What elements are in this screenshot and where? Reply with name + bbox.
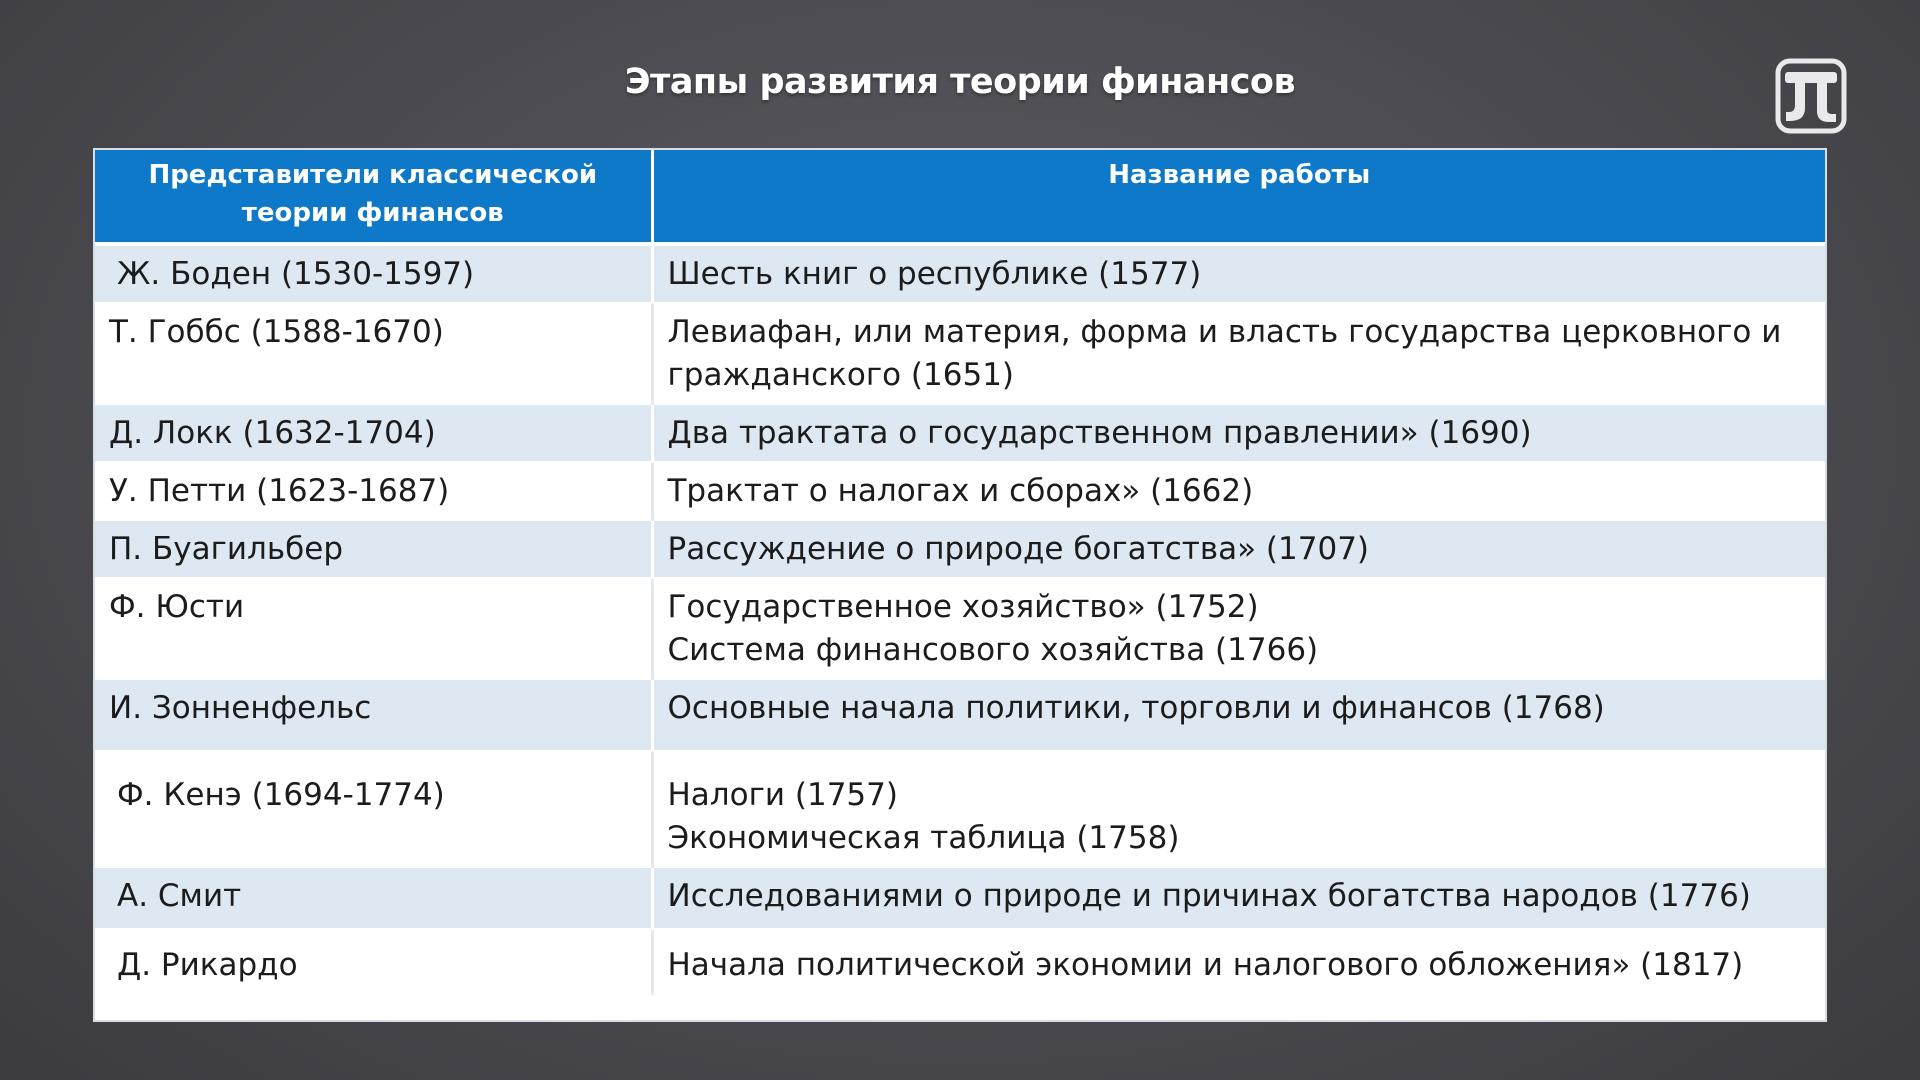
table-row [95,751,1825,867]
work-line: Шесть книг о республике (1577) [667,256,1202,292]
table-row [95,929,1825,994]
work-line: Трактат о налогах и сборах» (1662) [667,473,1254,509]
table-row [95,679,1825,751]
pi-logo-icon [1775,58,1847,134]
works-table [95,150,1825,995]
author-cell: Т. Гоббс (1588-1670) [95,303,652,404]
author-cell: Д. Локк (1632-1704) [95,404,652,462]
author-cell: Ж. Боден (1530-1597) [95,244,652,303]
work-line: Основные начала политики, торговли и финансов (1768) [667,690,1605,726]
work-cell [652,303,1825,404]
work-line: Исследованиями о природе и причинах богатства народов (1776) [667,878,1751,914]
work-cell [652,929,1825,994]
author-cell: У. Петти (1623-1687) [95,462,652,520]
table-row [95,244,1825,303]
author-cell: И. Зонненфельс [95,679,652,751]
table-row [95,867,1825,929]
work-cell [652,462,1825,520]
table-row [95,520,1825,578]
table-row [95,404,1825,462]
work-line: Экономическая таблица (1758) [667,820,1180,856]
work-line: гражданского (1651) [667,357,1015,393]
work-line: Левиафан, или материя, форма и власть государства церковного и [667,314,1782,350]
work-line: Рассуждение о природе богатства» (1707) [667,531,1370,567]
author-cell: П. Буагильбер [95,520,652,578]
work-cell [652,404,1825,462]
author-cell: А. Смит [95,867,652,929]
author-cell: Д. Рикардо [95,929,652,994]
author-cell: Ф. Юсти [95,578,652,679]
work-cell [652,244,1825,303]
work-line: Два трактата о государственном правлении» (1690) [667,415,1532,451]
work-cell [652,867,1825,929]
work-line: Налоги (1757) [667,777,898,813]
table-row [95,462,1825,520]
work-line: Государственное хозяйство» (1752) [667,589,1259,625]
work-cell [652,679,1825,751]
header-representatives: Представители классической теории финансов [95,150,652,244]
works-table-container [93,148,1827,1022]
header-work-title: Название работы [652,150,1825,244]
table-row [95,303,1825,404]
work-line: Начала политической экономии и налогового обложения» (1817) [667,947,1744,983]
author-cell: Ф. Кенэ (1694-1774) [95,751,652,867]
table-row [95,578,1825,679]
work-line: Система финансового хозяйства (1766) [667,632,1319,668]
work-cell [652,751,1825,867]
slide-title: Этапы развития теории финансов [624,62,1296,102]
work-cell [652,578,1825,679]
work-cell [652,520,1825,578]
table-header-row [95,150,1825,244]
